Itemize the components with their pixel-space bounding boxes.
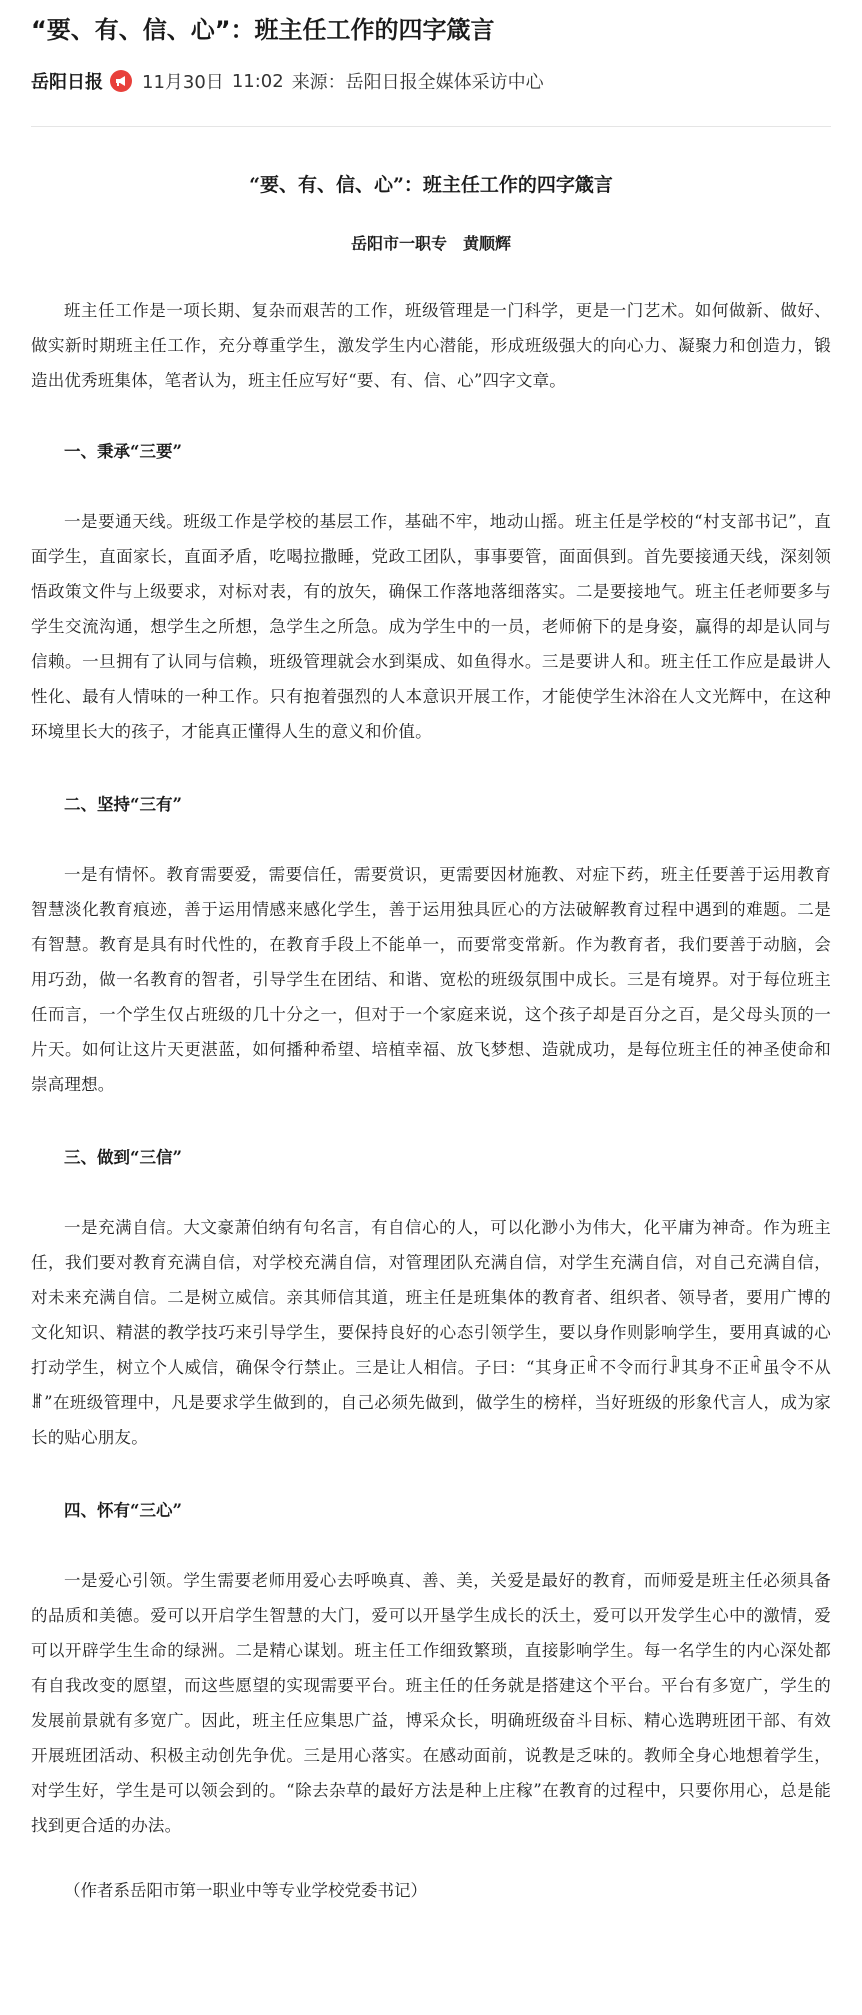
source-name[interactable]: 岳阳日报 bbox=[31, 72, 103, 93]
headline: “要、有、信、心”：班主任工作的四字箴言 bbox=[31, 16, 495, 44]
megaphone-icon[interactable] bbox=[110, 70, 132, 92]
section-body: 一是充满自信。大文豪萧伯纳有句名言，有自信心的人，可以化渺小为伟大，化平庸为神奇。作为班主任，我们要对教育充满自信，对学校充满自信，对管理团队充满自信，对学生充满自信，对自己充满自信，对未来充满自信。二是树立威信。亲其师信其道，班主任是班集体的教育者、组织者、领导者，要用广博的文化知识、精湛的教学技巧来引导学生，要保持良好的心态引领学生，要以身作则影响学生，要用真诚的心打动学生，树立个人威信，确保令行禁止。三是让人相信。子曰：“其身正ꎬ不令而行ꎻ其身不正ꎬ虽令不从ꎮ”在班级管理中，凡是要求学生做到的，自己必须先做到，做学生的榜样，当好班级的形象代言人，成为家长的贴心朋友。 bbox=[31, 1218, 831, 1447]
publish-time: 11:02 bbox=[231, 70, 284, 92]
header-divider bbox=[31, 126, 831, 127]
article-meta bbox=[31, 66, 831, 96]
megaphone-glyph bbox=[114, 74, 128, 88]
section-heading: 三、做到“三信” bbox=[64, 1148, 182, 1167]
article-title: “要、有、信、心”：班主任工作的四字箴言 bbox=[249, 174, 613, 196]
section-body: 一是有情怀。教育需要爱，需要信任，需要赏识，更需要因材施教、对症下药，班主任要善于运用教育智慧淡化教育痕迹，善于运用情感来感化学生，善于运用独具匠心的方法破解教育过程中遇到的难题。二是有智慧。教育是具有时代性的，在教育手段上不能单一，而要常变常新。作为教育者，我们要善于动脑，会用巧劲，做一名教育的智者，引导学生在团结、和谐、宽松的班级氛围中成长。三是有境界。对于每位班主任而言，一个学生仅占班级的几十分之一，但对于一个家庭来说，这个孩子却是百分之百，是父母头顶的一片天。如何让这片天更湛蓝，如何播种希望、培植幸福、放飞梦想、造就成功，是每位班主任的神圣使命和崇高理想。 bbox=[31, 865, 831, 1094]
section-heading: 四、怀有“三心” bbox=[64, 1501, 182, 1520]
publish-date: 11月30日 bbox=[142, 72, 224, 93]
section-body: 一是爱心引领。学生需要老师用爱心去呼唤真、善、美，关爱是最好的教育，而师爱是班主任必须具备的品质和美德。爱可以开启学生智慧的大门，爱可以开垦学生成长的沃土，爱可以开发学生心中的激情，爱可以开辟学生生命的绿洲。二是精心谋划。班主任工作细致繁琐，直接影响学生。每一名学生的内心深处都有自我改变的愿望，而这些愿望的实现需要平台。班主任的任务就是搭建这个平台。平台有多宽广，学生的发展前景就有多宽广。因此，班主任应集思广益，博采众长，明确班级奋斗目标、精心选聘班团干部、有效开展班团活动、积极主动创先争优。三是用心落实。在感动面前，说教是乏味的。教师全身心地想着学生，对学生好，学生是可以领会到的。“除去杂草的最好方法是种上庄稼”在教育的过程中，只要你用心，总是能找到更合适的办法。 bbox=[31, 1571, 831, 1835]
author-note: （作者系岳阳市第一职业中等专业学校党委书记） bbox=[64, 1881, 427, 1900]
source-label: 来源：岳阳日报全媒体采访中心 bbox=[291, 72, 544, 93]
intro-paragraph: 班主任工作是一项长期、复杂而艰苦的工作，班级管理是一门科学，更是一门艺术。如何做新、做好、做实新时期班主任工作，充分尊重学生，激发学生内心潜能，形成班级强大的向心力、凝聚力和创造力，锻造出优秀班集体，笔者认为，班主任应写好“要、有、信、心”四字文章。 bbox=[31, 301, 831, 390]
section-heading: 一、秉承“三要” bbox=[64, 442, 182, 461]
section-body: 一是要通天线。班级工作是学校的基层工作，基础不牢，地动山摇。班主任是学校的“村支部书记”，直面学生，直面家长，直面矛盾，吃喝拉撒睡，党政工团队，事事要管，面面俱到。首先要接通天线，深刻领悟政策文件与上级要求，对标对表，有的放矢，确保工作落地落细落实。二是要接地气。班主任老师要多与学生交流沟通，想学生之所想，急学生之所急。成为学生中的一员，老师俯下的是身姿，赢得的却是认同与信赖。一旦拥有了认同与信赖，班级管理就会水到渠成、如鱼得水。三是要讲人和。班主任工作应是最讲人性化、最有人情味的一种工作。只有抱着强烈的人本意识开展工作，才能使学生沐浴在人文光辉中，在这种环境里长大的孩子，才能真正懂得人生的意义和价值。 bbox=[31, 512, 831, 741]
article-byline: 岳阳市一职专 黄顺辉 bbox=[350, 234, 511, 253]
section-heading: 二、坚持“三有” bbox=[64, 795, 182, 814]
